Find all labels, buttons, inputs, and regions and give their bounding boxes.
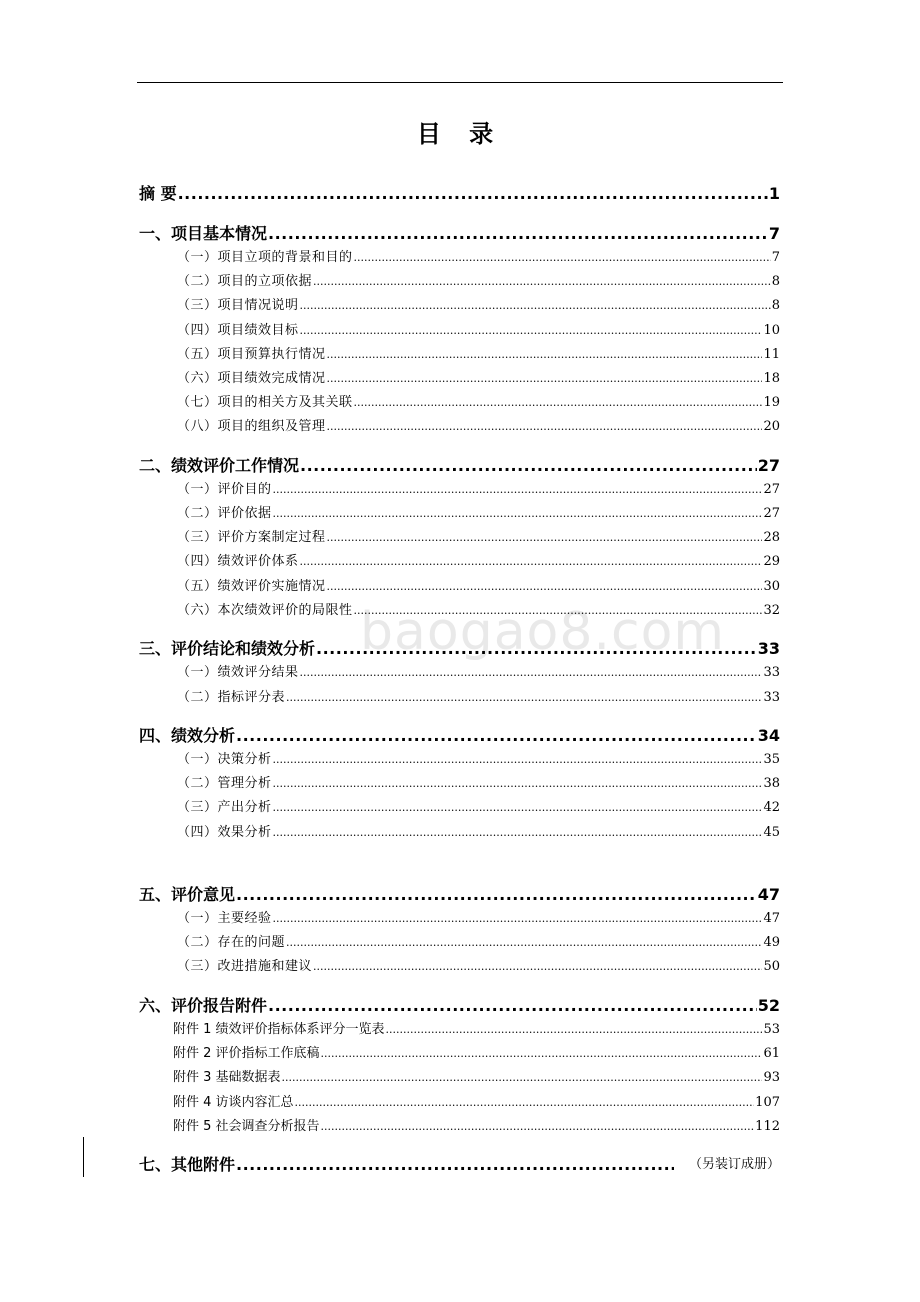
toc-entry-note: （另装订成册） [688,1157,780,1172]
toc-subentry[interactable] [177,296,780,316]
toc-entry-label: （二）项目的立项依据 [177,274,313,289]
dot-leader [327,417,763,437]
toc-entry-page: 45 [763,825,780,840]
dot-leader [321,1044,763,1064]
dot-leader [300,296,771,316]
toc-entry-page: 33 [763,690,780,705]
dot-leader [313,272,771,292]
toc-entry-label: （一）绩效评分结果 [177,665,299,680]
toc-subentry[interactable] [177,750,780,770]
toc-entry-label: 附件 2 评价指标工作底稿 [173,1046,320,1061]
toc-subentry[interactable] [177,393,780,413]
dot-leader [327,369,763,389]
toc-entry-label: （四）效果分析 [177,825,272,840]
toc-entry-label: （一）主要经验 [177,911,272,926]
dot-leader [273,798,763,818]
toc-entry-page: 107 [755,1095,780,1110]
toc-entry-page: 53 [763,1022,780,1037]
toc-entry-label: （三）改进措施和建议 [177,959,313,974]
toc-entry-page: 38 [763,776,780,791]
toc-entry-page: 33 [763,665,780,680]
toc-subentry[interactable] [177,909,780,929]
toc-entry-label: （五）绩效评价实施情况 [177,579,326,594]
margin-mark [83,1137,84,1177]
dot-leader [316,638,757,660]
dot-leader [268,223,768,245]
dot-leader [327,577,763,597]
toc-subentry[interactable] [177,577,780,597]
toc-entry-page: 112 [755,1119,780,1134]
dot-leader [354,248,771,268]
toc-entry-page: 27 [757,456,780,475]
toc-entry-page: 11 [763,347,780,362]
dot-leader [300,552,763,572]
toc-entry-page: 27 [763,506,780,521]
toc-entry-page: 18 [763,371,780,386]
toc-entry-page: 34 [757,726,780,745]
header-rule [137,82,783,83]
toc-section-4[interactable] [139,725,780,747]
toc-entry-page: 33 [757,639,780,658]
toc-subentry[interactable] [177,345,780,365]
toc-entry-page: 32 [763,603,780,618]
toc-subentry[interactable] [177,798,780,818]
toc-entry-label: 附件 4 访谈内容汇总 [173,1095,294,1110]
dot-leader [286,688,762,708]
dot-leader [313,957,762,977]
toc-subentry[interactable] [177,321,780,341]
dot-leader [282,1068,763,1088]
toc-subentry[interactable] [177,823,780,843]
toc-entry-page: 61 [763,1046,780,1061]
toc-subentry[interactable] [177,417,780,437]
dot-leader [300,455,757,477]
watermark: baogao8.com [360,602,726,662]
toc-subentry[interactable] [177,480,780,500]
toc-entry-label: （二）评价依据 [177,506,272,521]
dot-leader [386,1020,763,1040]
dot-leader [273,823,763,843]
toc-entry-page: 47 [757,885,780,904]
toc-entry-label: （二）管理分析 [177,776,272,791]
dot-leader [300,663,763,683]
toc-section-7[interactable] [139,1154,780,1176]
dot-leader [273,480,763,500]
toc-entry-label: 一、项目基本情况 [139,224,268,243]
dot-leader [236,725,757,747]
toc-entry-label: （二）存在的问题 [177,935,286,950]
toc-entry-page: 29 [763,554,780,569]
toc-entry-label: （一）评价目的 [177,482,272,497]
toc-entry-page: 50 [763,959,780,974]
toc-appendix[interactable] [173,1117,780,1137]
toc-title: 目 录 [416,120,504,148]
toc-subentry[interactable] [177,663,780,683]
dot-leader [273,750,763,770]
toc-entry-label: （一）决策分析 [177,752,272,767]
dot-leader [295,1093,755,1113]
toc-entry-page: 35 [763,752,780,767]
dot-leader [327,345,763,365]
dot-leader [321,1117,755,1137]
toc-entry-label: （三）评价方案制定过程 [177,530,326,545]
toc-section-2[interactable] [139,455,780,477]
toc-entry-label: 二、绩效评价工作情况 [139,456,300,475]
toc-entry-label: 附件 3 基础数据表 [173,1070,281,1085]
dot-leader [236,884,757,906]
toc-subentry[interactable] [177,957,780,977]
toc-subentry[interactable] [177,774,780,794]
toc-entry-label: 附件 1 绩效评价指标体系评分一览表 [173,1022,385,1037]
toc-entry-page: 19 [763,395,780,410]
toc-entry-page: 30 [763,579,780,594]
toc-entry-page: 1 [768,184,780,203]
toc-entry-page: 28 [763,530,780,545]
dot-leader [286,933,762,953]
toc-appendix[interactable] [173,1044,780,1064]
toc-entry-page: 47 [763,911,780,926]
toc-entry-label: 附件 5 社会调查分析报告 [173,1119,320,1134]
toc-entry-page: 7 [768,224,780,243]
dot-leader [273,909,763,929]
dot-leader [273,774,763,794]
toc-section-5[interactable] [139,884,780,906]
toc-entry-page: 10 [763,323,780,338]
dot-leader [178,183,768,205]
toc-subentry[interactable] [177,528,780,548]
toc-entry-page: 27 [763,482,780,497]
toc-entry-label: 五、评价意见 [139,885,236,904]
toc-subentry[interactable] [177,601,780,621]
toc-entry-page: 42 [763,800,780,815]
toc-subentry[interactable] [177,248,780,268]
toc-entry-label: 摘 要 [139,184,177,203]
toc-entry-page: 52 [757,996,780,1015]
toc-section-1[interactable] [139,223,780,245]
toc-subentry[interactable] [177,272,780,292]
toc-subentry[interactable] [177,688,780,708]
toc-appendix[interactable] [173,1020,780,1040]
toc-subentry[interactable] [177,504,780,524]
toc-entry-label: （七）项目的相关方及其关联 [177,395,353,410]
toc-entry-label: （三）产出分析 [177,800,272,815]
toc-entry-page: 49 [763,935,780,950]
toc-entry-label: （四）绩效评价体系 [177,554,299,569]
dot-leader [327,528,763,548]
toc-entry-label: （二）指标评分表 [177,690,286,705]
toc-subentry[interactable] [177,369,780,389]
toc-entry-label: 三、评价结论和绩效分析 [139,639,316,658]
toc-entry-label: （六）项目绩效完成情况 [177,371,326,386]
dot-leader [354,393,763,413]
dot-leader [273,504,763,524]
toc-entry-page: 93 [763,1070,780,1085]
toc-entry-page: 8 [771,274,780,289]
toc-subentry[interactable] [177,552,780,572]
toc-appendix[interactable] [173,1093,780,1113]
toc-entry-label: （八）项目的组织及管理 [177,419,326,434]
toc-section-3[interactable] [139,638,780,660]
toc-entry-page: 20 [763,419,780,434]
toc-entry-label: （六）本次绩效评价的局限性 [177,603,353,618]
dot-leader [300,321,763,341]
toc-entry-label: （一）项目立项的背景和目的 [177,250,353,265]
dot-leader [354,601,763,621]
toc-entry-label: （四）项目绩效目标 [177,323,299,338]
toc-subentry[interactable] [177,933,780,953]
toc-entry-page: 8 [771,298,780,313]
toc-entry-label: （五）项目预算执行情况 [177,347,326,362]
toc-appendix[interactable] [173,1068,780,1088]
toc-entry-page: 7 [771,250,780,265]
toc-entry-label: （三）项目情况说明 [177,298,299,313]
toc-section-6[interactable] [139,995,780,1017]
dot-leader [268,995,757,1017]
toc-entry-label: 七、其他附件 [139,1155,236,1174]
toc-entry-label: 四、绩效分析 [139,726,236,745]
toc-entry-label: 六、评价报告附件 [139,996,268,1015]
dot-leader [236,1154,674,1176]
toc-entry-summary[interactable] [139,183,780,205]
